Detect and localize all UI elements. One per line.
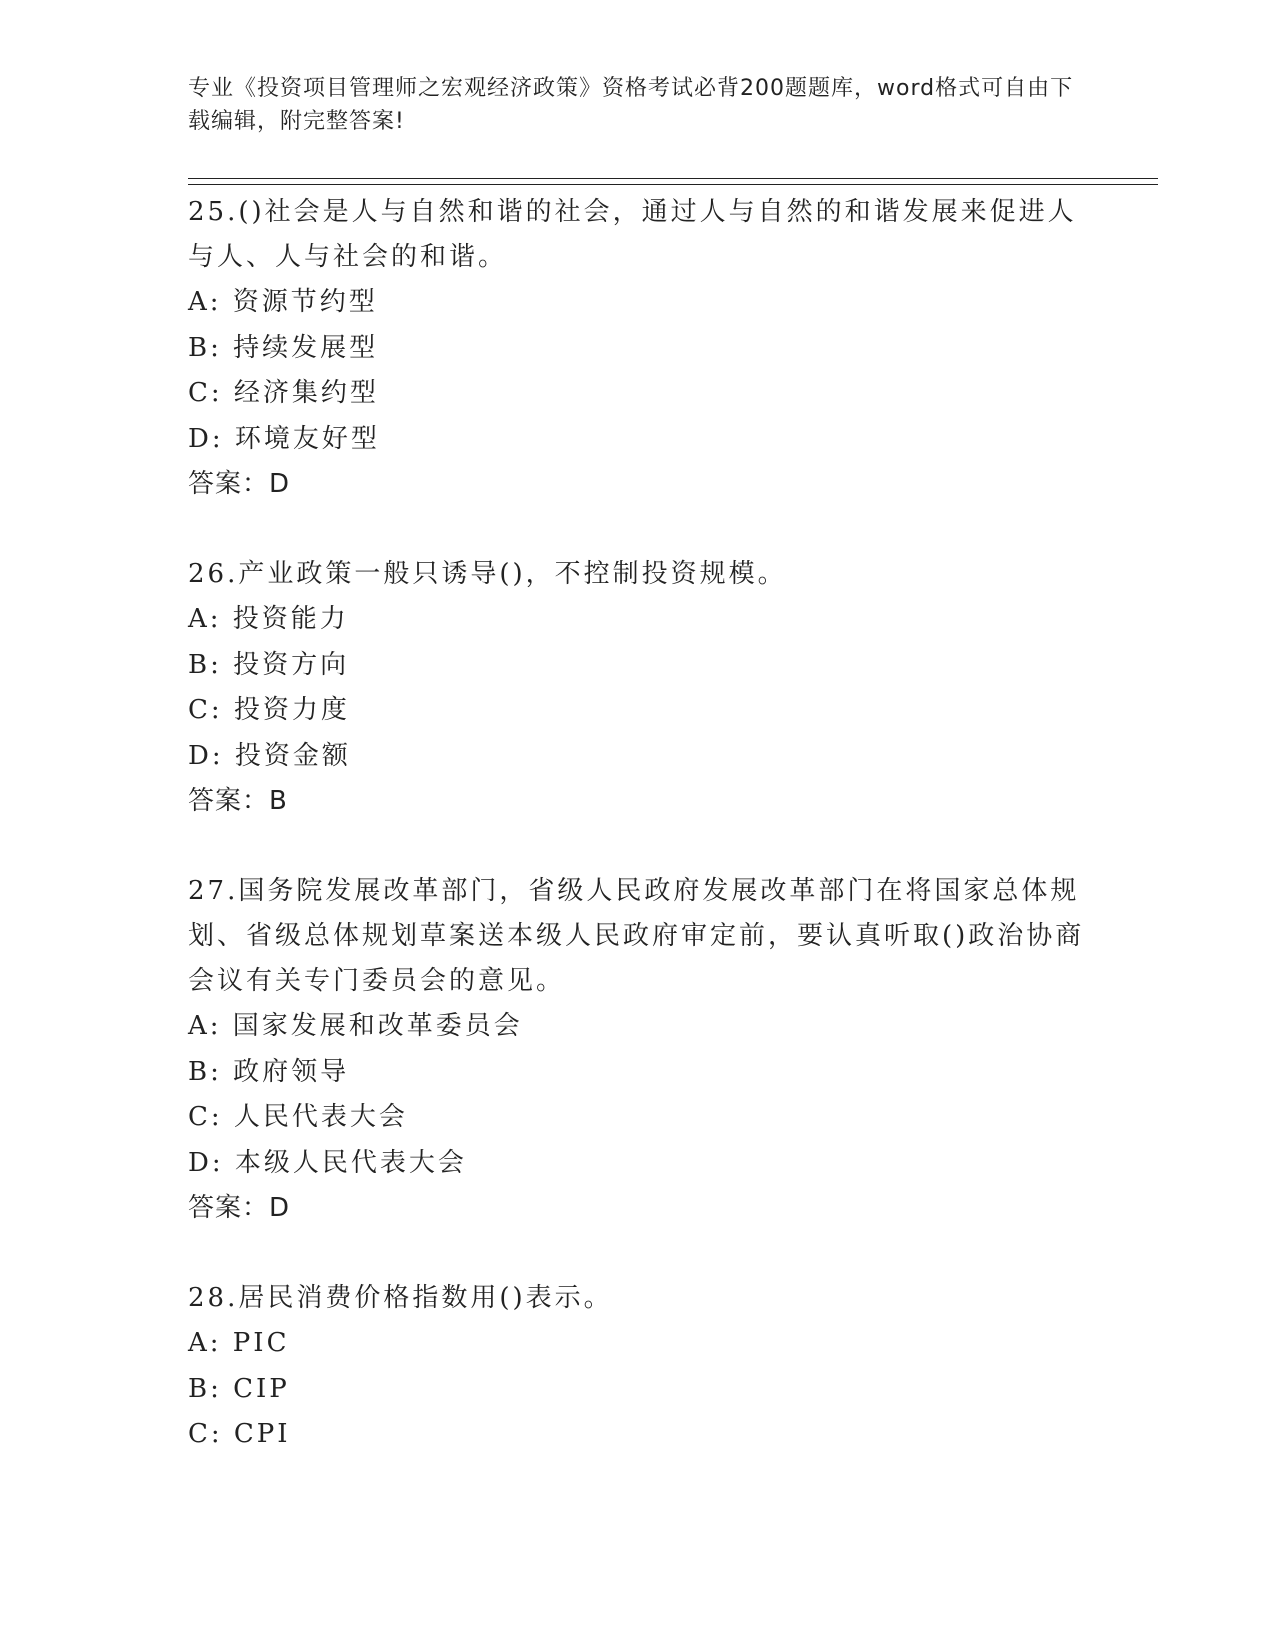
option-d: D: 本级人民代表大会 [188,1147,467,1178]
question-list [188,190,1088,1503]
option-a: A: 资源节约型 [188,287,378,317]
question-stem: 25.()社会是人与自然和谐的社会，通过人与自然的和谐发展来促进人与人、人与社会的和谐。 [188,197,1077,272]
option-c: C: 经济集约型 [188,378,379,408]
option-d: D: 投资金额 [188,740,351,771]
question-25 [188,190,1088,507]
option-a: A: PIC [188,1328,290,1358]
answer: 答案：D [188,1193,291,1223]
option-b: B: 政府领导 [188,1056,350,1087]
question-stem: 27.国务院发展改革部门，省级人民政府发展改革部门在将国家总体规划、省级总体规划草案送本级人民政府审定前，要认真听取()政治协商会议有关专门委员会的意见。 [188,876,1085,996]
option-c: C: 投资力度 [188,695,350,725]
question-stem: 28.居民消费价格指数用()表示。 [188,1283,613,1313]
option-d: D: 环境友好型 [188,423,380,454]
answer: 答案：D [188,469,291,499]
option-c: C: CPI [188,1419,291,1449]
option-b: B: 投资方向 [188,649,350,680]
question-26 [188,552,1088,824]
document-header: 专业《投资项目管理师之宏观经济政策》资格考试必背200题题库，word格式可自由下载编辑，附完整答案! [188,76,1074,134]
header-rule-top [188,178,1158,179]
answer: 答案：B [188,786,288,816]
question-27 [188,869,1088,1231]
question-stem: 26.产业政策一般只诱导()，不控制投资规模。 [188,559,787,589]
option-b: B: CIP [188,1373,290,1404]
question-28 [188,1276,1088,1458]
option-c: C: 人民代表大会 [188,1102,408,1132]
option-b: B: 持续发展型 [188,332,379,363]
option-a: A: 国家发展和改革委员会 [188,1011,523,1041]
option-a: A: 投资能力 [188,604,349,634]
header-rule-bottom [188,184,1158,185]
